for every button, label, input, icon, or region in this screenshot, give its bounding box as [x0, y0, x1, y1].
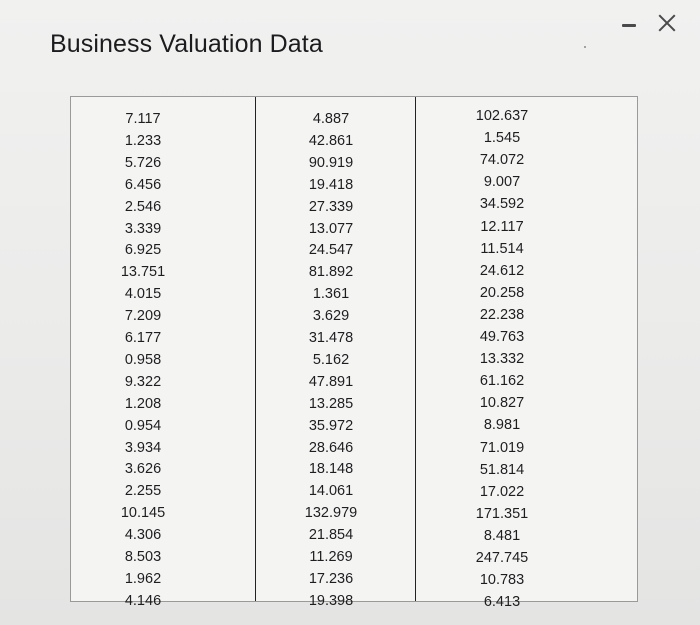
- table-cell: 6.177: [124, 330, 162, 346]
- table-cell: 21.854: [308, 527, 354, 544]
- table-cell: 0.954: [124, 417, 162, 434]
- table-cell: 3.339: [124, 220, 162, 237]
- table-cell: 51.814: [479, 461, 525, 478]
- table-cell: 4.887: [312, 111, 350, 127]
- table-cell: 18.148: [308, 461, 354, 478]
- table-cell: 7.209: [124, 308, 162, 325]
- table-cell: 42.861: [308, 132, 354, 149]
- table-column-3: [415, 97, 638, 611]
- table-cell: 0.958: [124, 351, 162, 368]
- table-cell: 3.629: [312, 308, 350, 325]
- table-cell: 19.418: [308, 176, 354, 193]
- table-cell: 2.255: [124, 483, 162, 500]
- table-cell: 71.019: [479, 439, 525, 456]
- table-cell: 6.413: [483, 594, 521, 611]
- table-cell: 6.925: [124, 242, 162, 259]
- table-cell: 9.322: [124, 373, 162, 390]
- window-controls: [618, 10, 680, 36]
- table-cell: 11.514: [480, 240, 524, 257]
- table-cell: 90.919: [308, 154, 354, 171]
- table-cell: 12.117: [480, 218, 524, 235]
- table-cell: 11.269: [309, 549, 353, 565]
- decorative-dot: [584, 46, 586, 48]
- table-cell: 13.332: [479, 351, 525, 368]
- table-cell: 5.162: [312, 351, 350, 368]
- table-cell: 74.072: [479, 152, 525, 169]
- table-cell: 49.763: [479, 329, 525, 345]
- window-title: Business Valuation Data: [50, 30, 323, 58]
- table-cell: 13.285: [308, 395, 354, 412]
- table-cell: 102.637: [475, 108, 529, 124]
- table-cell: 81.892: [308, 264, 354, 281]
- close-icon[interactable]: [654, 10, 680, 36]
- table-cell: 6.456: [124, 176, 162, 193]
- table-cell: 17.236: [308, 570, 354, 587]
- table-cell: 35.972: [308, 417, 354, 434]
- table-cell: 4.146: [124, 592, 162, 609]
- table-cell: 9.007: [483, 174, 521, 191]
- table-cell: 17.022: [479, 483, 525, 500]
- table-cell: 61.162: [479, 373, 525, 390]
- table-cell: 27.339: [308, 198, 354, 215]
- table-cell: 28.646: [308, 439, 354, 456]
- table-cell: 1.208: [124, 395, 162, 412]
- table-cell: 24.612: [479, 262, 525, 279]
- table-cell: 7.117: [125, 111, 161, 127]
- table-cell: 8.503: [124, 549, 162, 565]
- table-cell: 20.258: [479, 284, 525, 301]
- table-cell: 1.233: [124, 132, 162, 149]
- table-cell: 2.546: [124, 198, 162, 215]
- table-cell: 34.592: [479, 196, 525, 213]
- table-cell: 4.015: [124, 286, 162, 303]
- table-cell: 13.077: [308, 220, 354, 237]
- table-cell: 247.745: [475, 550, 529, 566]
- table-cell: 24.547: [308, 242, 354, 259]
- table-cell: 14.061: [308, 483, 354, 500]
- table-cell: 1.361: [312, 286, 350, 303]
- table-column-2: [255, 97, 416, 609]
- table-cell: 171.351: [475, 505, 529, 522]
- table-cell: 10.783: [479, 572, 525, 589]
- table-cell: 8.981: [483, 417, 521, 434]
- table-cell: 8.481: [483, 527, 521, 544]
- table-cell: 19.398: [308, 592, 354, 609]
- table-column-1: [71, 97, 255, 609]
- table-cell: 13.751: [120, 264, 166, 281]
- table-cell: 3.934: [124, 439, 162, 456]
- table-cell: 10.145: [120, 505, 166, 522]
- table-cell: 3.626: [124, 461, 162, 478]
- table-cell: 5.726: [124, 154, 162, 171]
- table-cell: 1.962: [124, 570, 162, 587]
- minimize-icon[interactable]: [618, 10, 644, 36]
- table-cell: 10.827: [479, 395, 525, 412]
- table-cell: 22.238: [479, 306, 525, 323]
- table-cell: 47.891: [308, 373, 354, 390]
- table-cell: 1.545: [483, 130, 521, 147]
- valuation-data-table: [70, 96, 638, 611]
- table-cell: 4.306: [124, 527, 162, 544]
- table-cell: 132.979: [304, 505, 358, 522]
- table-cell: 31.478: [308, 330, 354, 346]
